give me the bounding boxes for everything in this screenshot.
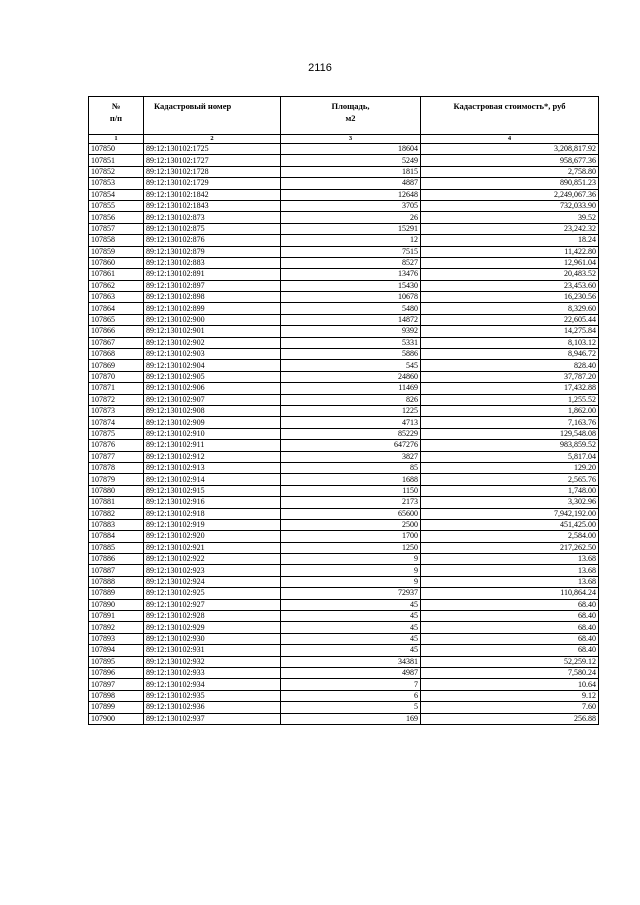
cell-row-number: 107877 <box>89 451 144 462</box>
table-row <box>89 371 599 382</box>
cell-cadastral-number: 89:12:130102:901 <box>144 326 281 337</box>
cell-area: 45 <box>281 633 421 644</box>
cell-area: 3827 <box>281 451 421 462</box>
cadastral-table <box>88 96 599 725</box>
cell-cadastral-number: 89:12:130102:915 <box>144 485 281 496</box>
cell-cadastral-value: 110,864.24 <box>421 588 599 599</box>
table-row <box>89 667 599 678</box>
cell-cadastral-number: 89:12:130102:909 <box>144 417 281 428</box>
table-row <box>89 166 599 177</box>
table-row <box>89 178 599 189</box>
cell-cadastral-value: 22,605.44 <box>421 314 599 325</box>
cell-row-number: 107876 <box>89 440 144 451</box>
cell-area: 85 <box>281 462 421 473</box>
cell-cadastral-value: 16,230.56 <box>421 292 599 303</box>
cell-area: 7515 <box>281 246 421 257</box>
table-row <box>89 474 599 485</box>
cell-cadastral-number: 89:12:130102:929 <box>144 622 281 633</box>
table-row <box>89 394 599 405</box>
cell-cadastral-number: 89:12:130102:921 <box>144 542 281 553</box>
cell-cadastral-number: 89:12:130102:918 <box>144 508 281 519</box>
table-row <box>89 257 599 268</box>
header-row-number-line1: № <box>111 101 121 111</box>
cell-cadastral-number: 89:12:130102:928 <box>144 611 281 622</box>
cell-cadastral-number: 89:12:130102:899 <box>144 303 281 314</box>
cell-cadastral-number: 89:12:130102:923 <box>144 565 281 576</box>
cell-cadastral-number: 89:12:130102:935 <box>144 690 281 701</box>
cell-cadastral-value: 8,329.60 <box>421 303 599 314</box>
cell-cadastral-number: 89:12:130102:900 <box>144 314 281 325</box>
cell-row-number: 107898 <box>89 690 144 701</box>
cell-row-number: 107899 <box>89 702 144 713</box>
cell-cadastral-number: 89:12:130102:891 <box>144 269 281 280</box>
cell-area: 1815 <box>281 166 421 177</box>
cell-area: 545 <box>281 360 421 371</box>
cell-row-number: 107893 <box>89 633 144 644</box>
table-row <box>89 235 599 246</box>
table-row <box>89 508 599 519</box>
cell-cadastral-value: 68.40 <box>421 633 599 644</box>
cell-cadastral-value: 1,862.00 <box>421 405 599 416</box>
cell-row-number: 107895 <box>89 656 144 667</box>
cell-row-number: 107859 <box>89 246 144 257</box>
cell-row-number: 107871 <box>89 383 144 394</box>
table-row <box>89 611 599 622</box>
cell-row-number: 107869 <box>89 360 144 371</box>
cell-area: 5480 <box>281 303 421 314</box>
table-row <box>89 645 599 656</box>
cell-cadastral-value: 68.40 <box>421 599 599 610</box>
table-body <box>89 144 599 725</box>
cell-row-number: 107892 <box>89 622 144 633</box>
cell-row-number: 107896 <box>89 667 144 678</box>
cell-cadastral-number: 89:12:130102:912 <box>144 451 281 462</box>
cell-cadastral-number: 89:12:130102:908 <box>144 405 281 416</box>
cell-area: 9 <box>281 565 421 576</box>
table-row <box>89 428 599 439</box>
table-row <box>89 337 599 348</box>
cell-cadastral-value: 23,242.32 <box>421 223 599 234</box>
cell-cadastral-value: 8,946.72 <box>421 349 599 360</box>
cell-row-number: 107868 <box>89 349 144 360</box>
cell-cadastral-number: 89:12:130102:1728 <box>144 166 281 177</box>
cell-cadastral-number: 89:12:130102:910 <box>144 428 281 439</box>
cell-area: 5331 <box>281 337 421 348</box>
table-row <box>89 633 599 644</box>
table-row <box>89 383 599 394</box>
cell-cadastral-value: 17,432.88 <box>421 383 599 394</box>
cell-cadastral-value: 13.68 <box>421 576 599 587</box>
table-row <box>89 519 599 530</box>
cell-row-number: 107886 <box>89 554 144 565</box>
table-row <box>89 622 599 633</box>
cell-cadastral-value: 10.64 <box>421 679 599 690</box>
table-row <box>89 565 599 576</box>
table-row <box>89 223 599 234</box>
cell-cadastral-number: 89:12:130102:883 <box>144 257 281 268</box>
cell-cadastral-number: 89:12:130102:904 <box>144 360 281 371</box>
cell-cadastral-value: 129.20 <box>421 462 599 473</box>
table-row <box>89 690 599 701</box>
table-row <box>89 588 599 599</box>
cell-area: 26 <box>281 212 421 223</box>
table-row <box>89 417 599 428</box>
cell-row-number: 107875 <box>89 428 144 439</box>
cell-cadastral-value: 7.60 <box>421 702 599 713</box>
cell-area: 5 <box>281 702 421 713</box>
cell-row-number: 107884 <box>89 531 144 542</box>
table-row <box>89 576 599 587</box>
cell-area: 45 <box>281 611 421 622</box>
cell-cadastral-value: 68.40 <box>421 622 599 633</box>
cell-row-number: 107888 <box>89 576 144 587</box>
cell-area: 9 <box>281 576 421 587</box>
cell-cadastral-number: 89:12:130102:937 <box>144 713 281 724</box>
cell-cadastral-number: 89:12:130102:903 <box>144 349 281 360</box>
cell-cadastral-value: 39.52 <box>421 212 599 223</box>
cell-area: 45 <box>281 645 421 656</box>
cell-cadastral-number: 89:12:130102:906 <box>144 383 281 394</box>
cell-row-number: 107870 <box>89 371 144 382</box>
column-number: 3 <box>281 135 421 144</box>
cell-cadastral-value: 983,859.52 <box>421 440 599 451</box>
cell-cadastral-value: 68.40 <box>421 611 599 622</box>
cell-cadastral-value: 3,208,817.92 <box>421 144 599 155</box>
cell-area: 647276 <box>281 440 421 451</box>
cell-cadastral-value: 12,961.04 <box>421 257 599 268</box>
page-number: 2116 <box>308 62 332 74</box>
cell-row-number: 107890 <box>89 599 144 610</box>
table-row <box>89 280 599 291</box>
table-row <box>89 531 599 542</box>
cell-area: 9392 <box>281 326 421 337</box>
cell-area: 7 <box>281 679 421 690</box>
table-row <box>89 292 599 303</box>
cell-cadastral-value: 2,565.76 <box>421 474 599 485</box>
table-row <box>89 314 599 325</box>
header-area <box>281 97 421 135</box>
cell-cadastral-number: 89:12:130102:1727 <box>144 155 281 166</box>
table-row <box>89 462 599 473</box>
cell-row-number: 107857 <box>89 223 144 234</box>
cell-cadastral-value: 9.12 <box>421 690 599 701</box>
cell-cadastral-number: 89:12:130102:907 <box>144 394 281 405</box>
cell-area: 169 <box>281 713 421 724</box>
cell-cadastral-number: 89:12:130102:879 <box>144 246 281 257</box>
cell-cadastral-value: 732,033.90 <box>421 200 599 211</box>
cell-area: 3705 <box>281 200 421 211</box>
cell-row-number: 107866 <box>89 326 144 337</box>
table-row <box>89 702 599 713</box>
cell-row-number: 107865 <box>89 314 144 325</box>
cell-cadastral-value: 7,163.76 <box>421 417 599 428</box>
cell-cadastral-number: 89:12:130102:876 <box>144 235 281 246</box>
cell-area: 4887 <box>281 178 421 189</box>
cell-cadastral-number: 89:12:130102:920 <box>144 531 281 542</box>
cell-area: 2500 <box>281 519 421 530</box>
table-row <box>89 451 599 462</box>
cell-cadastral-number: 89:12:130102:875 <box>144 223 281 234</box>
cell-cadastral-number: 89:12:130102:1729 <box>144 178 281 189</box>
cell-cadastral-value: 20,483.52 <box>421 269 599 280</box>
cell-cadastral-number: 89:12:130102:932 <box>144 656 281 667</box>
cell-cadastral-value: 18.24 <box>421 235 599 246</box>
cell-cadastral-value: 52,259.12 <box>421 656 599 667</box>
cell-cadastral-number: 89:12:130102:1842 <box>144 189 281 200</box>
table-row <box>89 349 599 360</box>
cell-cadastral-value: 129,548.08 <box>421 428 599 439</box>
cell-area: 10678 <box>281 292 421 303</box>
cell-cadastral-number: 89:12:130102:905 <box>144 371 281 382</box>
table-row <box>89 360 599 371</box>
cell-cadastral-value: 13.68 <box>421 565 599 576</box>
cell-row-number: 107855 <box>89 200 144 211</box>
cell-row-number: 107867 <box>89 337 144 348</box>
cell-cadastral-value: 3,302.96 <box>421 497 599 508</box>
table-row <box>89 405 599 416</box>
cell-area: 72937 <box>281 588 421 599</box>
cell-area: 13476 <box>281 269 421 280</box>
cell-row-number: 107894 <box>89 645 144 656</box>
cell-cadastral-value: 256.88 <box>421 713 599 724</box>
cell-cadastral-value: 13.68 <box>421 554 599 565</box>
table-row <box>89 200 599 211</box>
cell-area: 5886 <box>281 349 421 360</box>
cell-cadastral-number: 89:12:130102:934 <box>144 679 281 690</box>
cell-area: 2173 <box>281 497 421 508</box>
cell-row-number: 107891 <box>89 611 144 622</box>
cell-cadastral-value: 14,275.84 <box>421 326 599 337</box>
cell-row-number: 107858 <box>89 235 144 246</box>
table-row <box>89 713 599 724</box>
cell-cadastral-number: 89:12:130102:898 <box>144 292 281 303</box>
cell-area: 11469 <box>281 383 421 394</box>
table-row <box>89 497 599 508</box>
table-row <box>89 599 599 610</box>
cell-row-number: 107872 <box>89 394 144 405</box>
cell-area: 12648 <box>281 189 421 200</box>
cell-row-number: 107880 <box>89 485 144 496</box>
cell-area: 8527 <box>281 257 421 268</box>
cell-area: 6 <box>281 690 421 701</box>
cell-area: 34381 <box>281 656 421 667</box>
cell-cadastral-number: 89:12:130102:919 <box>144 519 281 530</box>
table-row <box>89 144 599 155</box>
cell-area: 15291 <box>281 223 421 234</box>
cell-area: 12 <box>281 235 421 246</box>
cell-cadastral-number: 89:12:130102:902 <box>144 337 281 348</box>
cell-cadastral-number: 89:12:130102:936 <box>144 702 281 713</box>
cell-area: 1150 <box>281 485 421 496</box>
cell-row-number: 107887 <box>89 565 144 576</box>
cell-area: 1250 <box>281 542 421 553</box>
cell-cadastral-number: 89:12:130102:1843 <box>144 200 281 211</box>
cell-cadastral-number: 89:12:130102:925 <box>144 588 281 599</box>
column-number-row <box>89 135 599 144</box>
table-header-row <box>89 97 599 135</box>
table-row <box>89 554 599 565</box>
cell-cadastral-value: 451,425.00 <box>421 519 599 530</box>
cell-row-number: 107851 <box>89 155 144 166</box>
cell-area: 45 <box>281 622 421 633</box>
cell-row-number: 107852 <box>89 166 144 177</box>
cell-area: 1688 <box>281 474 421 485</box>
cell-row-number: 107873 <box>89 405 144 416</box>
cell-row-number: 107861 <box>89 269 144 280</box>
cell-area: 14872 <box>281 314 421 325</box>
header-cadastral-value <box>421 97 599 135</box>
cell-row-number: 107881 <box>89 497 144 508</box>
header-row-number-line2: п/п <box>109 113 123 123</box>
header-area-line1: Площадь, <box>331 101 370 111</box>
table-row <box>89 326 599 337</box>
cell-area: 1225 <box>281 405 421 416</box>
cell-cadastral-number: 89:12:130102:927 <box>144 599 281 610</box>
header-cadastral-number <box>144 97 281 135</box>
table-row <box>89 656 599 667</box>
cell-cadastral-value: 7,942,192.00 <box>421 508 599 519</box>
cell-cadastral-number: 89:12:130102:873 <box>144 212 281 223</box>
cell-area: 85229 <box>281 428 421 439</box>
cell-row-number: 107862 <box>89 280 144 291</box>
cell-cadastral-number: 89:12:130102:913 <box>144 462 281 473</box>
cell-cadastral-value: 958,677.36 <box>421 155 599 166</box>
cell-area: 4713 <box>281 417 421 428</box>
cell-row-number: 107897 <box>89 679 144 690</box>
header-cadastral-number-text: Кадастровый номер <box>154 101 232 111</box>
cell-cadastral-value: 37,787.20 <box>421 371 599 382</box>
table-row <box>89 155 599 166</box>
cell-row-number: 107878 <box>89 462 144 473</box>
table-row <box>89 269 599 280</box>
cell-cadastral-value: 1,748.00 <box>421 485 599 496</box>
column-number: 4 <box>421 135 599 144</box>
cell-cadastral-value: 23,453.60 <box>421 280 599 291</box>
cell-cadastral-number: 89:12:130102:930 <box>144 633 281 644</box>
cell-cadastral-value: 7,580.24 <box>421 667 599 678</box>
table-row <box>89 212 599 223</box>
cell-cadastral-number: 89:12:130102:916 <box>144 497 281 508</box>
cell-row-number: 107850 <box>89 144 144 155</box>
cell-cadastral-number: 89:12:130102:924 <box>144 576 281 587</box>
cell-area: 5249 <box>281 155 421 166</box>
cell-cadastral-number: 89:12:130102:911 <box>144 440 281 451</box>
cell-area: 1700 <box>281 531 421 542</box>
cell-cadastral-number: 89:12:130102:914 <box>144 474 281 485</box>
cell-area: 24860 <box>281 371 421 382</box>
cell-row-number: 107860 <box>89 257 144 268</box>
cell-cadastral-value: 11,422.80 <box>421 246 599 257</box>
column-number: 2 <box>144 135 281 144</box>
table-row <box>89 485 599 496</box>
cell-cadastral-value: 2,758.80 <box>421 166 599 177</box>
cell-row-number: 107864 <box>89 303 144 314</box>
cell-cadastral-value: 217,262.50 <box>421 542 599 553</box>
cell-row-number: 107854 <box>89 189 144 200</box>
cell-area: 826 <box>281 394 421 405</box>
cell-area: 45 <box>281 599 421 610</box>
cell-cadastral-number: 89:12:130102:931 <box>144 645 281 656</box>
cell-cadastral-number: 89:12:130102:922 <box>144 554 281 565</box>
cell-area: 15430 <box>281 280 421 291</box>
table-row <box>89 679 599 690</box>
cell-row-number: 107883 <box>89 519 144 530</box>
header-cadastral-value-text: Кадастровая стоимость*, руб <box>453 101 566 111</box>
cell-cadastral-value: 8,103.12 <box>421 337 599 348</box>
cell-row-number: 107874 <box>89 417 144 428</box>
cell-cadastral-value: 828.40 <box>421 360 599 371</box>
cell-cadastral-number: 89:12:130102:1725 <box>144 144 281 155</box>
cell-cadastral-number: 89:12:130102:897 <box>144 280 281 291</box>
table-row <box>89 303 599 314</box>
cell-cadastral-value: 5,817.04 <box>421 451 599 462</box>
cell-area: 65600 <box>281 508 421 519</box>
cell-area: 9 <box>281 554 421 565</box>
header-area-line2: м2 <box>345 113 356 123</box>
cell-row-number: 107889 <box>89 588 144 599</box>
cell-row-number: 107863 <box>89 292 144 303</box>
cell-cadastral-value: 2,584.00 <box>421 531 599 542</box>
cell-cadastral-value: 2,249,067.36 <box>421 189 599 200</box>
cell-row-number: 107879 <box>89 474 144 485</box>
table-row <box>89 189 599 200</box>
cell-row-number: 107882 <box>89 508 144 519</box>
header-row-number <box>89 97 144 135</box>
cell-row-number: 107885 <box>89 542 144 553</box>
cell-row-number: 107900 <box>89 713 144 724</box>
table-row <box>89 542 599 553</box>
cell-area: 4987 <box>281 667 421 678</box>
cell-row-number: 107853 <box>89 178 144 189</box>
table-row <box>89 440 599 451</box>
cell-cadastral-value: 890,851.23 <box>421 178 599 189</box>
cell-cadastral-value: 1,255.52 <box>421 394 599 405</box>
cell-cadastral-number: 89:12:130102:933 <box>144 667 281 678</box>
column-number: 1 <box>89 135 144 144</box>
cell-cadastral-value: 68.40 <box>421 645 599 656</box>
cell-area: 18604 <box>281 144 421 155</box>
table-row <box>89 246 599 257</box>
cell-row-number: 107856 <box>89 212 144 223</box>
